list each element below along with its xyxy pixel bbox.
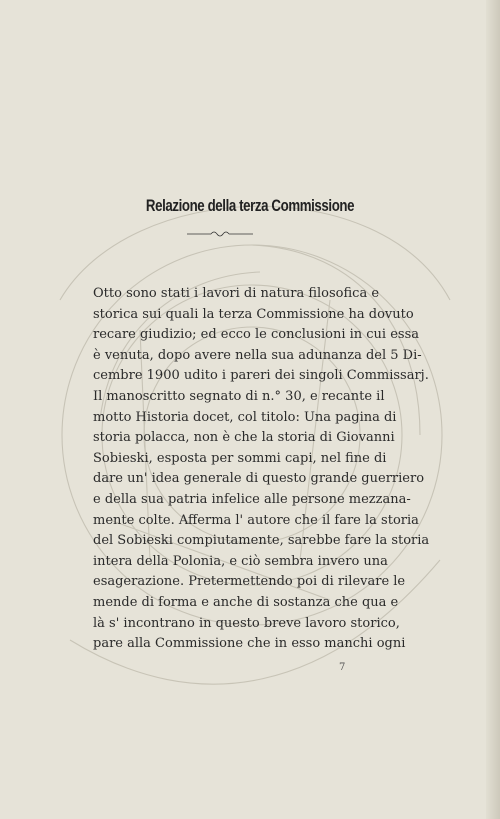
- text-line: del Sobieski compiutamente, sarebbe fare la storia: [93, 533, 430, 549]
- text-line: mente colte. Afferma l' autore che il fare la storia: [93, 512, 419, 528]
- text-line: storica sui quali la terza Commissione ha dovuto: [93, 306, 414, 322]
- title-ornament: [187, 230, 253, 238]
- text-line: cembre 1900 udito i pareri dei singoli Commissarj.: [93, 368, 429, 384]
- text-line: esagerazione. Pretermettendo poi di rilevare le: [93, 574, 406, 590]
- page-number: 7: [339, 662, 346, 673]
- text-line: Sobieski, esposta per sommi capi, nel fine di: [93, 450, 387, 466]
- text-line: recare giudizio; ed ecco le conclusioni in cui essa: [93, 327, 420, 343]
- text-line: pare alla Commissione che in esso manchi ogni: [93, 636, 406, 652]
- text-line: e della sua patria infelice alle persone mezzana-: [93, 491, 411, 507]
- text-line: dare un' idea generale di questo grande guerriero: [93, 471, 425, 487]
- text-line: motto Historia docet, col titolo: Una pagina di: [93, 409, 397, 425]
- page-edge: [486, 0, 500, 819]
- text-line: Il manoscritto segnato di n.° 30, e recante il: [93, 388, 385, 404]
- page-title: Relazione della terza Commissione: [145, 196, 355, 215]
- text-line: intera della Polonia, e ciò sembra invero una: [93, 553, 388, 569]
- text-line: è venuta, dopo avere nella sua adunanza del 5 Di-: [93, 347, 422, 363]
- text-line: mende di forma e anche di sostanza che qua e: [93, 594, 399, 610]
- text-line: Otto sono stati i lavori di natura filosofica e: [93, 286, 380, 301]
- text-line: storia polacca, non è che la storia di Giovanni: [93, 430, 395, 446]
- text-line: là s' incontrano in questo breve lavoro storico,: [93, 615, 400, 631]
- body-text: [93, 284, 430, 655]
